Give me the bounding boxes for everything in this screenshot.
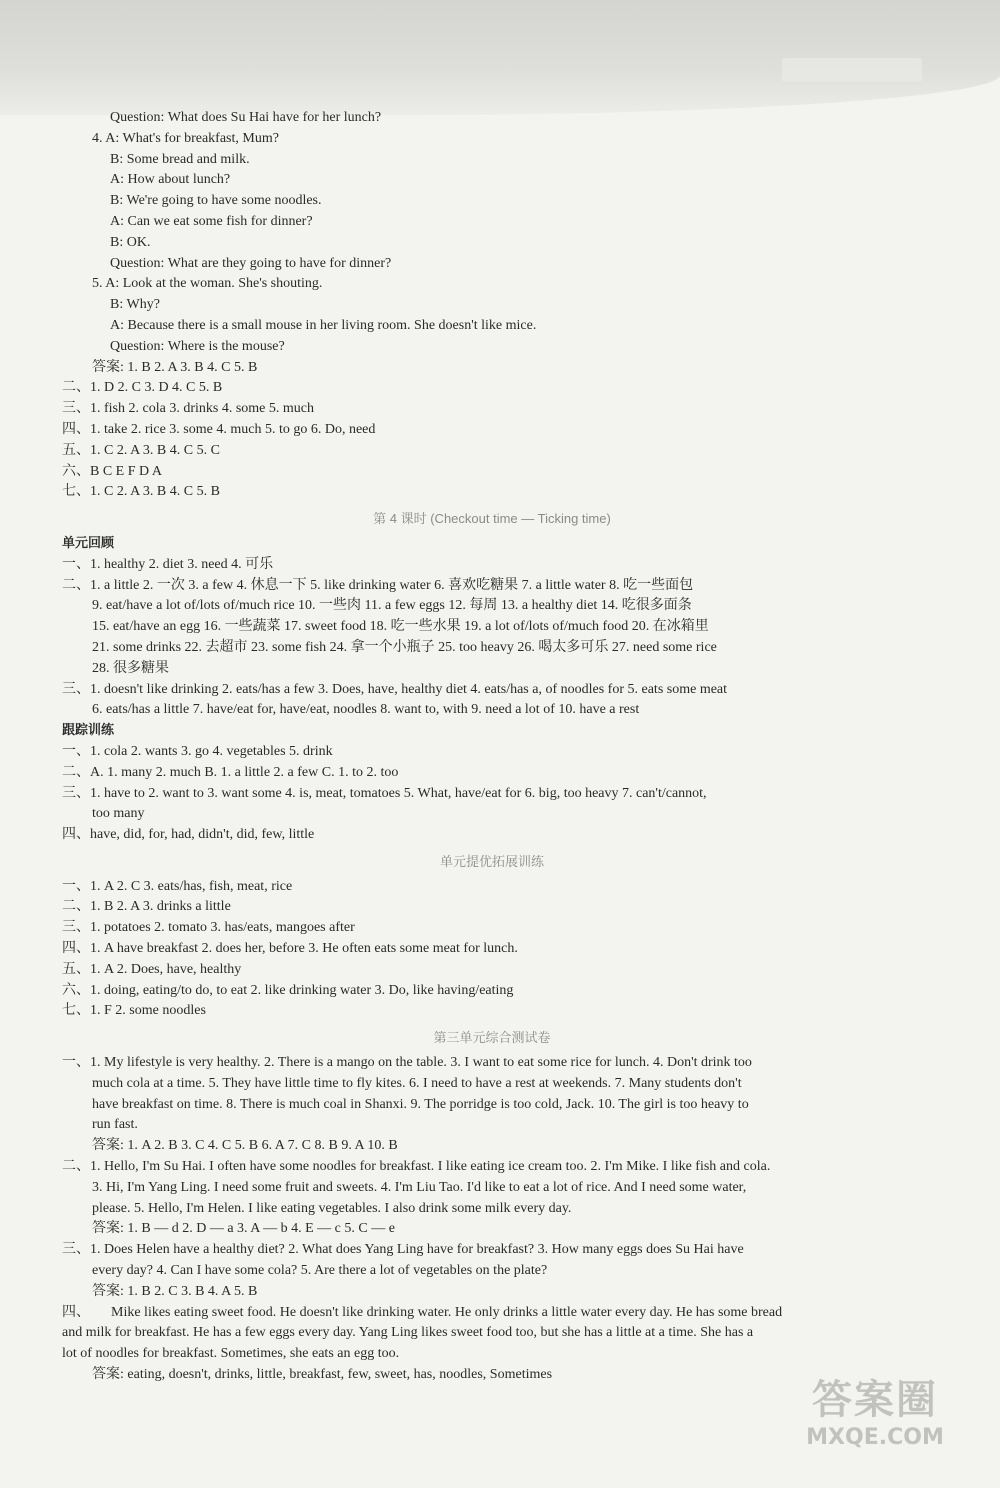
- test-q1-answer: 答案: 1. A 2. B 3. C 4. C 5. B 6. A 7. C 8. B 9. A 10. B: [92, 1138, 398, 1154]
- q5-line: A: Because there is a small mouse in her living room. She doesn't like mice.: [110, 317, 537, 333]
- test-q4-answer: 答案: eating, doesn't, drinks, little, breakfast, few, sweet, has, noodles, Sometimes: [92, 1367, 553, 1383]
- review-item: 三、1. doesn't like drinking 2. eats/has a few 3. Does, have, healthy diet 4. eats/has a, of noodles for 5. eats some meat: [62, 681, 728, 697]
- extension-item: 五、1. A 2. Does, have, healthy: [62, 961, 242, 977]
- test-q1-line: much cola at a time. 5. They have little time to fly kites. 6. I need to have a rest at weekends. 7. Many students don't: [92, 1075, 742, 1091]
- q5-line: B: Why?: [110, 297, 160, 313]
- test-q2-line: please. 5. Hello, I'm Helen. I like eating vegetables. I also drink some milk every day.: [92, 1200, 572, 1216]
- test-q3-line: 三、1. Does Helen have a healthy diet? 2. What does Yang Ling have for breakfast? 3. How many eggs does Su Hai have: [62, 1242, 744, 1258]
- training-item: 一、1. cola 2. wants 3. go 4. vegetables 5. drink: [62, 743, 333, 759]
- q3-question: Question: What does Su Hai have for her lunch?: [110, 110, 382, 125]
- review-item: 21. some drinks 22. 去超市 23. some fish 24. 拿一个小瓶子 25. too heavy 26. 喝太多可乐 27. need some rice: [92, 639, 717, 655]
- review-item: 二、1. a little 2. 一次 3. a few 4. 休息一下 5. like drinking water 6. 喜欢吃糖果 7. a little water 8. 吃一些面包: [62, 577, 694, 593]
- answer-item: 四、1. take 2. rice 3. some 4. much 5. to go 6. Do, need: [62, 421, 376, 437]
- test-q4-label: 四、: [62, 1304, 90, 1320]
- test-q2-line: 3. Hi, I'm Yang Ling. I need some fruit and sweets. 4. I'm Liu Tao. I'd like to eat a lot of rice. And I need some water,: [92, 1179, 747, 1195]
- watermark-logo: [780, 1368, 970, 1448]
- q4-line: A: How about lunch?: [110, 172, 231, 188]
- subsection-title: 单元回顾: [62, 535, 115, 551]
- answer-item: 二、1. D 2. C 3. D 4. C 5. B: [62, 380, 223, 396]
- section-title: 单元提优拓展训练: [439, 853, 544, 869]
- answer-item: 七、1. C 2. A 3. B 4. C 5. B: [62, 484, 220, 500]
- test-q2-answer: 答案: 1. B — d 2. D — a 3. A — b 4. E — c 5. C — e: [92, 1221, 395, 1237]
- review-item: 9. eat/have a lot of/lots of/much rice 10. 一些肉 11. a few eggs 12. 每周 13. a healthy diet 14. 吃很多面条: [92, 598, 692, 614]
- test-q4-passage-line: [62, 1303, 922, 1324]
- section-title: 第 4 课时 (Checkout time — Ticking time): [373, 511, 611, 527]
- test-q4-passage-line: lot of noodles for breakfast. Sometimes, she eats an egg too.: [62, 1346, 400, 1362]
- review-item: 28. 很多糖果: [92, 660, 169, 676]
- q5-line: 5. A: Look at the woman. She's shouting.: [92, 276, 323, 292]
- extension-item: 三、1. potatoes 2. tomato 3. has/eats, mangoes after: [62, 920, 355, 936]
- q4-line: B: Some bread and milk.: [110, 151, 250, 167]
- test-q1-line: have breakfast on time. 8. There is much coal in Shanxi. 9. The porridge is too cold, Jack. 10. The girl is too heavy to: [92, 1096, 749, 1112]
- test-q2-line: 二、1. Hello, I'm Su Hai. I often have some noodles for breakfast. I like eating ice cream too. 2. I'm Mike. I like fish and cola.: [62, 1159, 771, 1175]
- watermark-url: MXQE.COM: [806, 1425, 944, 1450]
- extension-item: 四、1. A have breakfast 2. does her, before 3. He often eats some meat for lunch.: [62, 941, 518, 957]
- training-item: too many: [92, 806, 145, 822]
- test-q1-line: run fast.: [92, 1117, 138, 1133]
- training-item: 三、1. have to 2. want to 3. want some 4. is, meat, tomatoes 5. What, have/eat for 6. big, too heavy 7. can't/cannot,: [62, 785, 707, 801]
- extension-item: 七、1. F 2. some noodles: [62, 1003, 206, 1019]
- q4-line: A: Can we eat some fish for dinner?: [110, 213, 313, 229]
- extension-item: 一、1. A 2. C 3. eats/has, fish, meat, rice: [62, 878, 293, 894]
- training-item: 四、have, did, for, had, didn't, did, few, little: [62, 827, 315, 843]
- answer-page: [62, 108, 922, 1386]
- test-q4-passage-line: and milk for breakfast. He has a few eggs every day. Yang Ling likes sweet food too, but she has a little at a time. She has a: [62, 1325, 754, 1341]
- answer-item: 三、1. fish 2. cola 3. drinks 4. some 5. much: [62, 401, 314, 417]
- answer-item: 五、1. C 2. A 3. B 4. C 5. C: [62, 442, 220, 458]
- test-q3-line: every day? 4. Can I have some cola? 5. Are there a lot of vegetables on the plate?: [92, 1263, 548, 1279]
- subsection-title: 跟踪训练: [62, 723, 115, 739]
- extension-item: 六、1. doing, eating/to do, to eat 2. like drinking water 3. Do, like having/eating: [62, 982, 514, 998]
- section-title: 第三单元综合测试卷: [433, 1030, 551, 1046]
- review-item: 6. eats/has a little 7. have/eat for, have/eat, noodles 8. want to, with 9. need a lot of 10. have a rest: [92, 702, 640, 718]
- q4-line: B: OK.: [110, 234, 151, 250]
- review-item: 15. eat/have an egg 16. 一些蔬菜 17. sweet food 18. 吃一些水果 19. a lot of/lots of/much food 20. 在冰箱里: [92, 619, 709, 635]
- passage-text: Mike likes eating sweet food. He doesn't like drinking water. He only drinks a little water every day. He has some bread: [111, 1304, 783, 1320]
- extension-item: 二、1. B 2. A 3. drinks a little: [62, 899, 231, 915]
- answer-item: 六、B C E F D A: [62, 463, 162, 479]
- training-item: 二、A. 1. many 2. much B. 1. a little 2. a few C. 1. to 2. too: [62, 764, 399, 780]
- watermark-text: 答案圈: [812, 1377, 938, 1423]
- q5-line: Question: Where is the mouse?: [110, 338, 285, 354]
- review-item: 一、1. healthy 2. diet 3. need 4. 可乐: [62, 556, 274, 572]
- header-logo: [782, 58, 922, 82]
- q4-line: B: We're going to have some noodles.: [110, 193, 322, 209]
- test-q3-answer: 答案: 1. B 2. C 3. B 4. A 5. B: [92, 1283, 258, 1299]
- q4-line: 4. A: What's for breakfast, Mum?: [92, 130, 279, 146]
- part1-answer: 答案: 1. B 2. A 3. B 4. C 5. B: [92, 359, 258, 375]
- q4-line: Question: What are they going to have for dinner?: [110, 255, 392, 271]
- test-q1-line: 一、1. My lifestyle is very healthy. 2. There is a mango on the table. 3. I want to eat some rice for lunch. 4. Don't drink too: [62, 1055, 752, 1071]
